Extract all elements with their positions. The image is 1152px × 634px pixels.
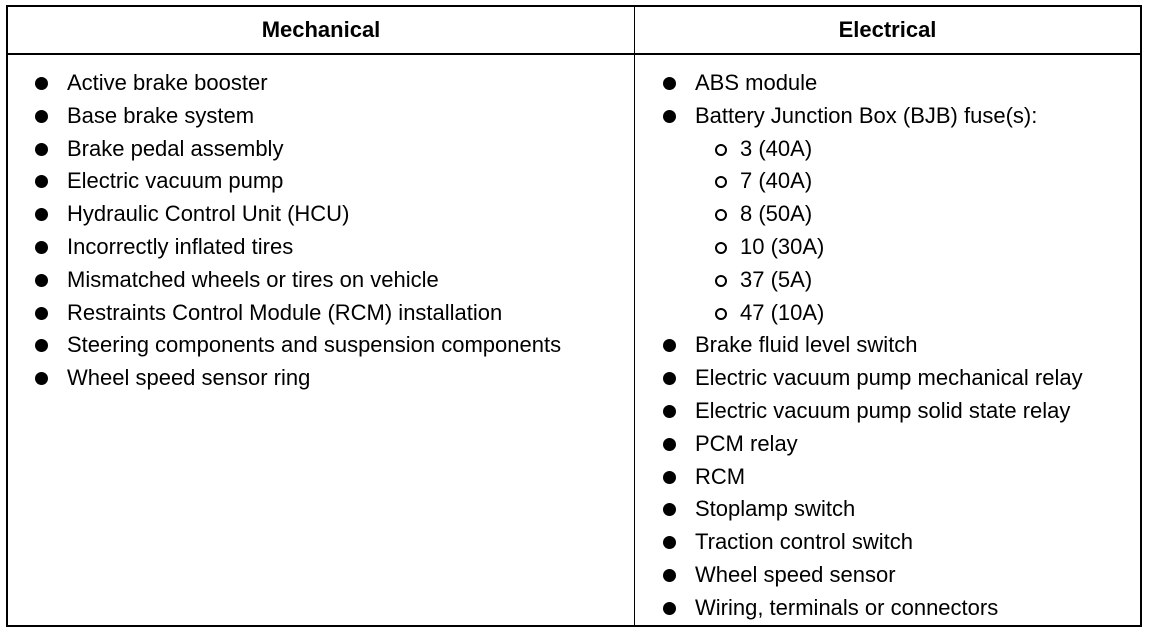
bullet-icon (35, 208, 48, 221)
list-item-label: Electric vacuum pump mechanical relay (695, 365, 1083, 391)
bullet-icon (663, 405, 676, 418)
bullet-icon (663, 372, 676, 385)
list-item (32, 100, 561, 133)
list-item (660, 329, 1083, 362)
list-item (32, 165, 561, 198)
open-bullet-icon (715, 209, 727, 221)
bullet-icon (663, 503, 676, 516)
sub-list-item (660, 198, 1083, 231)
bullet-icon (35, 110, 48, 123)
list-item-label: Brake fluid level switch (695, 332, 918, 358)
mechanical-list (32, 67, 561, 395)
list-item-label: Battery Junction Box (BJB) fuse(s): (695, 102, 1038, 128)
fuse-label: 8 (50A) (740, 201, 813, 227)
list-item (660, 559, 1083, 592)
fuse-label: 10 (30A) (740, 233, 825, 259)
bullet-icon (663, 110, 676, 123)
sub-list-item (660, 231, 1083, 264)
list-item-label: RCM (695, 463, 746, 489)
list-item-label: Mismatched wheels or tires on vehicle (67, 266, 439, 292)
list-item (660, 362, 1083, 395)
bullet-icon (663, 602, 676, 615)
sub-list-item (660, 297, 1083, 330)
fuse-label: 47 (10A) (740, 299, 825, 325)
header-mechanical: Mechanical (261, 17, 381, 42)
bullet-icon (663, 438, 676, 451)
bullet-icon (663, 77, 676, 90)
list-item-label: Stoplamp switch (695, 496, 856, 522)
list-item (32, 329, 561, 362)
list-item-label: Active brake booster (67, 70, 268, 95)
sub-list-item (660, 264, 1083, 297)
list-item (660, 395, 1083, 428)
list-item-label: ABS module (695, 70, 818, 95)
list-item-label: Brake pedal assembly (67, 135, 284, 161)
list-item-label: Base brake system (67, 102, 255, 128)
list-item-label: Electric vacuum pump solid state relay (695, 397, 1071, 423)
bullet-icon (663, 339, 676, 352)
bullet-icon (35, 143, 48, 156)
list-item (660, 67, 1083, 100)
list-item (32, 231, 561, 264)
list-item (660, 461, 1083, 494)
header-electrical: Electrical (838, 17, 937, 42)
bullet-icon (35, 175, 48, 188)
list-item-label: Steering components and suspension components (67, 332, 562, 358)
fuse-label: 37 (5A) (740, 266, 813, 292)
list-item (660, 592, 1083, 625)
open-bullet-icon (715, 308, 727, 320)
list-item (32, 264, 561, 297)
list-item (32, 362, 561, 395)
sub-list-item (660, 165, 1083, 198)
list-item-label: PCM relay (695, 430, 798, 456)
list-item (32, 297, 561, 330)
header-divider (8, 53, 1140, 55)
open-bullet-icon (715, 242, 727, 254)
list-item (660, 526, 1083, 559)
bullet-icon (663, 536, 676, 549)
bullet-icon (35, 307, 48, 320)
bullet-icon (35, 77, 48, 90)
list-item (660, 493, 1083, 526)
bullet-icon (663, 569, 676, 582)
list-item-label: Electric vacuum pump (67, 168, 284, 194)
electrical-list (660, 67, 1083, 625)
fuse-label: 3 (40A) (740, 135, 813, 161)
diagnostic-table (6, 5, 1142, 627)
list-item-label: Hydraulic Control Unit (HCU) (67, 201, 350, 227)
bullet-icon (35, 274, 48, 287)
list-item (660, 100, 1083, 133)
list-item (660, 428, 1083, 461)
open-bullet-icon (715, 176, 727, 188)
list-item-label: Traction control switch (695, 529, 914, 555)
fuse-label: 7 (40A) (740, 168, 813, 194)
list-item-label: Wiring, terminals or connectors (695, 594, 999, 620)
bullet-icon (35, 372, 48, 385)
list-item (32, 133, 561, 166)
sub-list-item (660, 133, 1083, 166)
open-bullet-icon (715, 275, 727, 287)
list-item (32, 67, 561, 100)
list-item (32, 198, 561, 231)
list-item-label: Restraints Control Module (RCM) installation (67, 299, 503, 325)
bullet-icon (35, 339, 48, 352)
open-bullet-icon (715, 144, 727, 156)
column-divider (634, 7, 635, 625)
list-item-label: Incorrectly inflated tires (67, 233, 294, 259)
bullet-icon (663, 471, 676, 484)
bullet-icon (35, 241, 48, 254)
list-item-label: Wheel speed sensor (695, 561, 896, 587)
list-item-label: Wheel speed sensor ring (67, 365, 311, 391)
